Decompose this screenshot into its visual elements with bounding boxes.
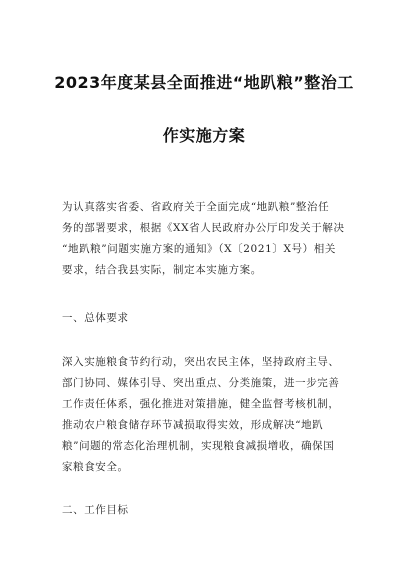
intro-line: 为认真落实省委、省政府关于全面完成“地趴粮”整治任	[62, 201, 330, 213]
intro-line: 务的部署要求，根据《XX省人民政府办公厅印发关于解决	[62, 222, 345, 234]
section-1-line: 工作责任体系，强化推进对策措施，健全监督考核机制，	[62, 398, 340, 410]
section-1-line: 推动农户粮食储存环节减损取得实效，形成解决“地趴	[62, 419, 324, 431]
section-1-line: 家粮食安全。	[62, 461, 129, 473]
section-heading-text: 一、总体要求	[62, 312, 129, 324]
section-heading-work-goals	[62, 500, 352, 521]
intro-line: “地趴粮”问题实施方案的通知》（X〔2021〕X号）相关	[62, 243, 336, 255]
section-1-line: 深入实施粮食节约行动，突出农民主体，坚持政府主导、	[62, 356, 340, 368]
section-1-paragraph	[62, 352, 352, 478]
document-title-line-2: 作实施方案	[162, 126, 246, 145]
document-title-line-1: 2023年度某县全面推进“地趴粮”整治工	[54, 73, 354, 92]
section-heading-overall-requirements	[62, 308, 352, 329]
section-1-line: 粮”问题的常态化治理机制，实现粮食减损增收，确保国	[62, 440, 335, 452]
intro-paragraph	[62, 197, 352, 281]
intro-line: 要求，结合我县实际，制定本实施方案。	[62, 264, 262, 276]
section-heading-text: 二、工作目标	[62, 504, 129, 516]
section-1-line: 部门协同、媒体引导、突出重点、分类施策，进一步完善	[62, 377, 340, 389]
